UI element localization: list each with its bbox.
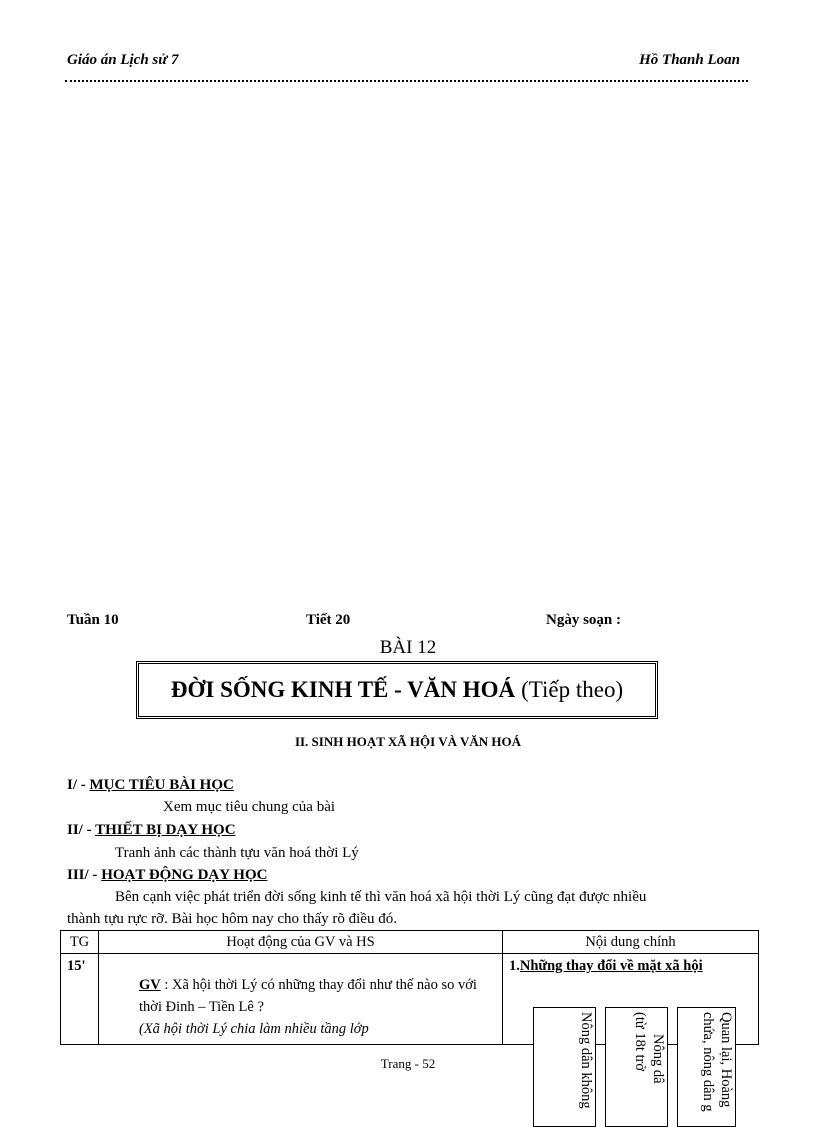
header-left-text: Giáo án Lịch sử 7 [67, 52, 179, 68]
diagram-line: Nông dâ [650, 1034, 666, 1084]
section-objectives-text: Xem mục tiêu chung của bài [163, 799, 336, 815]
teacher-question: : Xã hội thời Lý có những thay đổi như thế nào so với thời Đinh – Tiền Lê ? [139, 977, 477, 1015]
diagram-box-text [631, 1012, 667, 1084]
section-equipment-text: Tranh ảnh các thành tựu văn hoá thời Lý [115, 845, 359, 861]
section-activities-heading [67, 867, 267, 884]
diagram-line: chứa, nông dân g [700, 1012, 716, 1112]
section-activities-text-2: thành tựu rực rỡ. Bài học hôm nay cho thấy rõ điều đó. [67, 911, 397, 927]
section-number: III/ - [67, 867, 98, 883]
table-header-cell: Hoạt động của GV và HS [99, 931, 503, 954]
activity-cell [99, 954, 503, 1045]
content-number: 1. [509, 958, 520, 974]
student-answer: (Xã hội thời Lý chia làm nhiều tầng lớp [139, 1021, 369, 1037]
content-title: Những thay đổi về mặt xã hội [519, 958, 703, 974]
diagram-line: Quan lại, Hoàng [718, 1012, 734, 1108]
time-cell: 15' [61, 954, 99, 1045]
diagram-line: (từ 18t trở [632, 1012, 648, 1072]
section-objectives-heading [67, 777, 234, 794]
week-label: Tuần 10 [67, 612, 119, 628]
table-header-cell: Nội dung chính [503, 931, 759, 954]
section-title: MỤC TIÊU BÀI HỌC [89, 777, 234, 793]
teacher-label: GV [139, 977, 161, 993]
date-label: Ngày soạn : [546, 612, 622, 628]
lesson-title-paren: (Tiếp theo) [521, 677, 624, 702]
lesson-title-box [136, 661, 658, 719]
table-header-cell: TG [61, 931, 99, 954]
section-title: THIẾT BỊ DẠY HỌC [95, 822, 236, 838]
period-label: Tiết 20 [306, 612, 351, 628]
header-right-text: Hồ Thanh Loan [639, 52, 740, 68]
section-number: II/ - [67, 822, 92, 838]
section-activities-text-1: Bên cạnh việc phát triển đời sống kinh tế thì văn hoá xã hội thời Lý cũng đạt được nhiều [115, 889, 647, 905]
page-number: Trang - 52 [380, 1056, 436, 1071]
lesson-subtitle: II. SINH HOẠT XÃ HỘI VÀ VĂN HOÁ [294, 734, 522, 749]
table-header-row [61, 931, 759, 954]
section-equipment-heading [67, 822, 236, 839]
header-divider [65, 80, 748, 82]
lesson-number: BÀI 12 [379, 637, 437, 658]
section-title: HOẠT ĐỘNG DẠY HỌC [101, 867, 268, 883]
section-number: I/ - [67, 777, 86, 793]
diagram-line: Nông dân không [578, 1012, 594, 1109]
lesson-title-main: ĐỜI SỐNG KINH TẾ - VĂN HOÁ [170, 677, 516, 702]
